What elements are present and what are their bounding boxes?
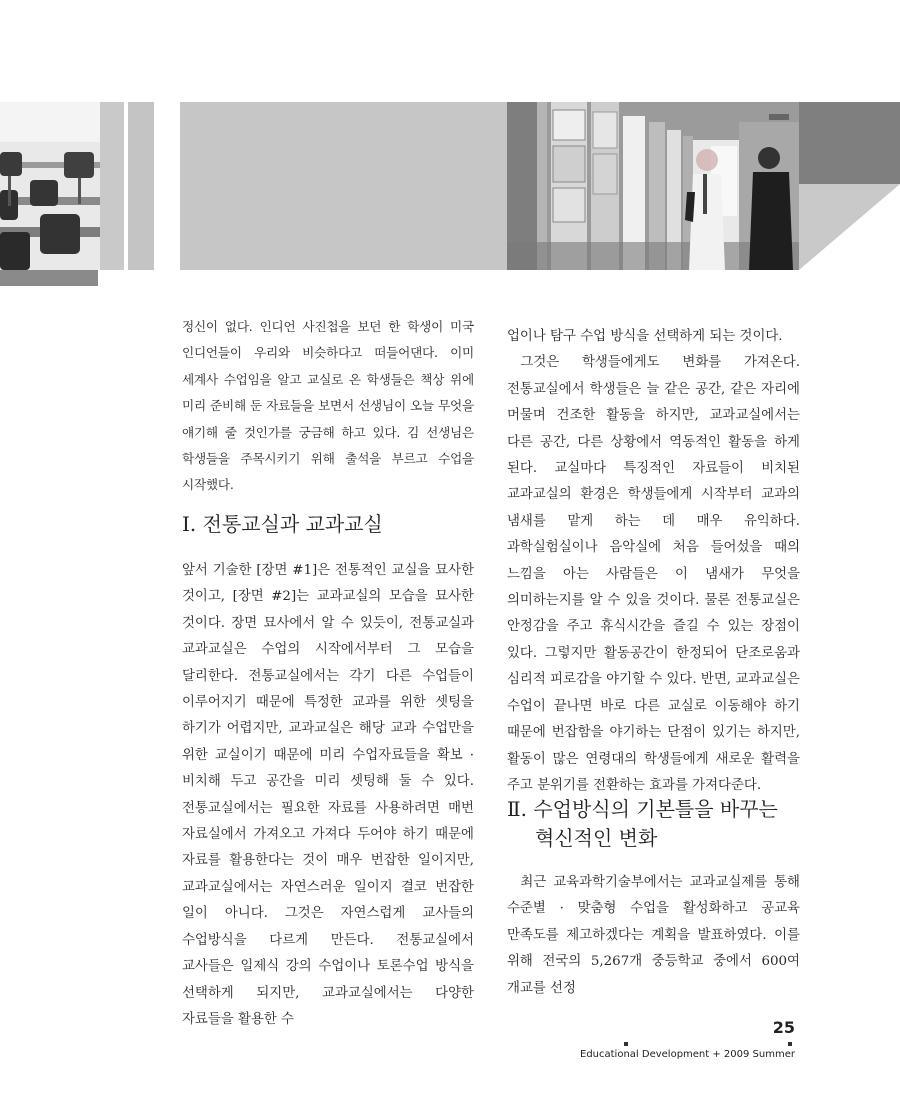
hallway-photo (507, 102, 799, 270)
column-2-para-3: 최근 교육과학기술부에서는 교과교실제를 통해 수준별 · 맞춤형 수업을 활성화하고 공교육 만족도를 제고하겠다는 계획을 발표하였다. 이를 위해 전국의 5,267개 중등학교 중에서 600여 개교를 선정 (507, 875, 800, 996)
section-1-heading (182, 510, 482, 539)
footer-square-left (624, 1042, 628, 1046)
intro-paragraph (182, 314, 474, 499)
section-2-heading (507, 795, 807, 853)
intro-text: 정신이 없다. 인디언 사진첩을 보던 한 학생이 미국 인디언들이 우리와 비슷하다고 떠들어댄다. 이미 세계사 수업임을 알고 교실로 온 학생들은 책상 위에 미리 준비해 둔 자료들을 보면서 선생님이 오늘 무엇을 얘기해 줄 것인가를 궁금해 하고 있다. 김 선생님은 학생들을 주목시키기 위해 출석을 부르고 수업을 시작했다. (182, 319, 474, 493)
column-1-body (182, 558, 474, 1033)
classroom-photo (0, 102, 100, 270)
banner-corner-graphic (799, 102, 900, 270)
column-2-para-2: 그것은 학생들에게도 변화를 가져온다. 전통교실에서 학생들은 늘 같은 공간, 같은 자리에 머물며 건조한 활동을 하지만, 교과교실에서는 다른 공간, 다른 상황에서 역동적인 활동을 하게 된다. 교실마다 특징적인 자료들이 비치된 교과교실의 환경은 학생들에게 시작부터 교과의 냄새를 맡게 하는 데 매우 유익하다. 과학실험실이나 음악실에 처음 들어섰을 때의 느낌을 아는 사람들은 이 냄새가 무엇을 의미하는지를 알 수 있을 것이다. 물론 전통교실은 안정감을 주고 휴식시간을 즐길 수 있는 장점이 있다. 그렇지만 활동공간이 한정되어 단조로움과 심리적 피로감을 야기할 수 있다. 반면, 교과교실은 수업이 끝나면 바로 다른 교실로 이동해야 하기 때문에 번잡함을 야기하는 단점이 있기는 하지만, 활동이 많은 연령대의 학생들에게 새로운 활력을 주고 분위기를 전환하는 효과를 가져다준다. (507, 355, 800, 793)
column-1-text: 앞서 기술한 [장면 #1]은 전통적인 교실을 묘사한 것이고, [장면 #2]는 교과교실의 모습을 묘사한 것이다. 장면 묘사에서 알 수 있듯이, 전통교실과 교과교실은 수업의 시작에서부터 그 모습을 달리한다. 전통교실에서는 각기 다른 수업들이 이루어지기 때문에 특정한 교과를 위한 셋팅을 하기가 어렵지만, 교과교실은 해당 교과 수업만을 위한 교실이기 때문에 미리 수업자료들을 확보 · 비치해 두고 공간을 미리 셋팅해 둘 수 있다. 전통교실에서는 필요한 자료를 사용하려면 매번 자료실에서 가져오고 가져다 두어야 하기 때문에 자료를 활용한다는 것이 매우 번잡한 일이지만, 교과교실에서는 자연스러운 일이지 결코 번잡한 일이 아니다. 그것은 자연스럽게 교사들의 수업방식을 다르게 만든다. 전통교실에서 교사들은 일제식 강의 수업이나 토론수업 방식을 선택하게 되지만, 교과교실에서는 다양한 자료들을 활용한 수 (182, 563, 474, 1027)
section-2-title-line-1: 수업방식의 기본틀을 바꾸는 (533, 797, 778, 821)
section-2-title-line-2: 혁신적인 변화 (535, 826, 658, 850)
banner-gray-panel (180, 102, 507, 270)
section-2-number: Ⅱ. (507, 797, 527, 821)
publication-name: Educational Development + 2009 Summer (580, 1049, 795, 1060)
column-2-body-lower (507, 870, 800, 1002)
header-banner (0, 102, 900, 270)
section-1-title: 전통교실과 교과교실 (202, 512, 383, 536)
hallway-photo-image (507, 102, 799, 270)
column-2-para-1: 업이나 탐구 수업 방식을 선택하게 되는 것이다. (507, 329, 783, 344)
banner-stripe (100, 102, 124, 270)
banner-stripe (154, 102, 180, 270)
banner-bottom-bar (0, 270, 98, 286)
classroom-photo-image (0, 102, 100, 270)
column-2-body (507, 324, 800, 799)
page-number: 25 (772, 1018, 795, 1037)
section-1-number: Ⅰ. (182, 512, 197, 536)
banner-stripe (128, 102, 154, 270)
footer-square-right (788, 1042, 792, 1046)
